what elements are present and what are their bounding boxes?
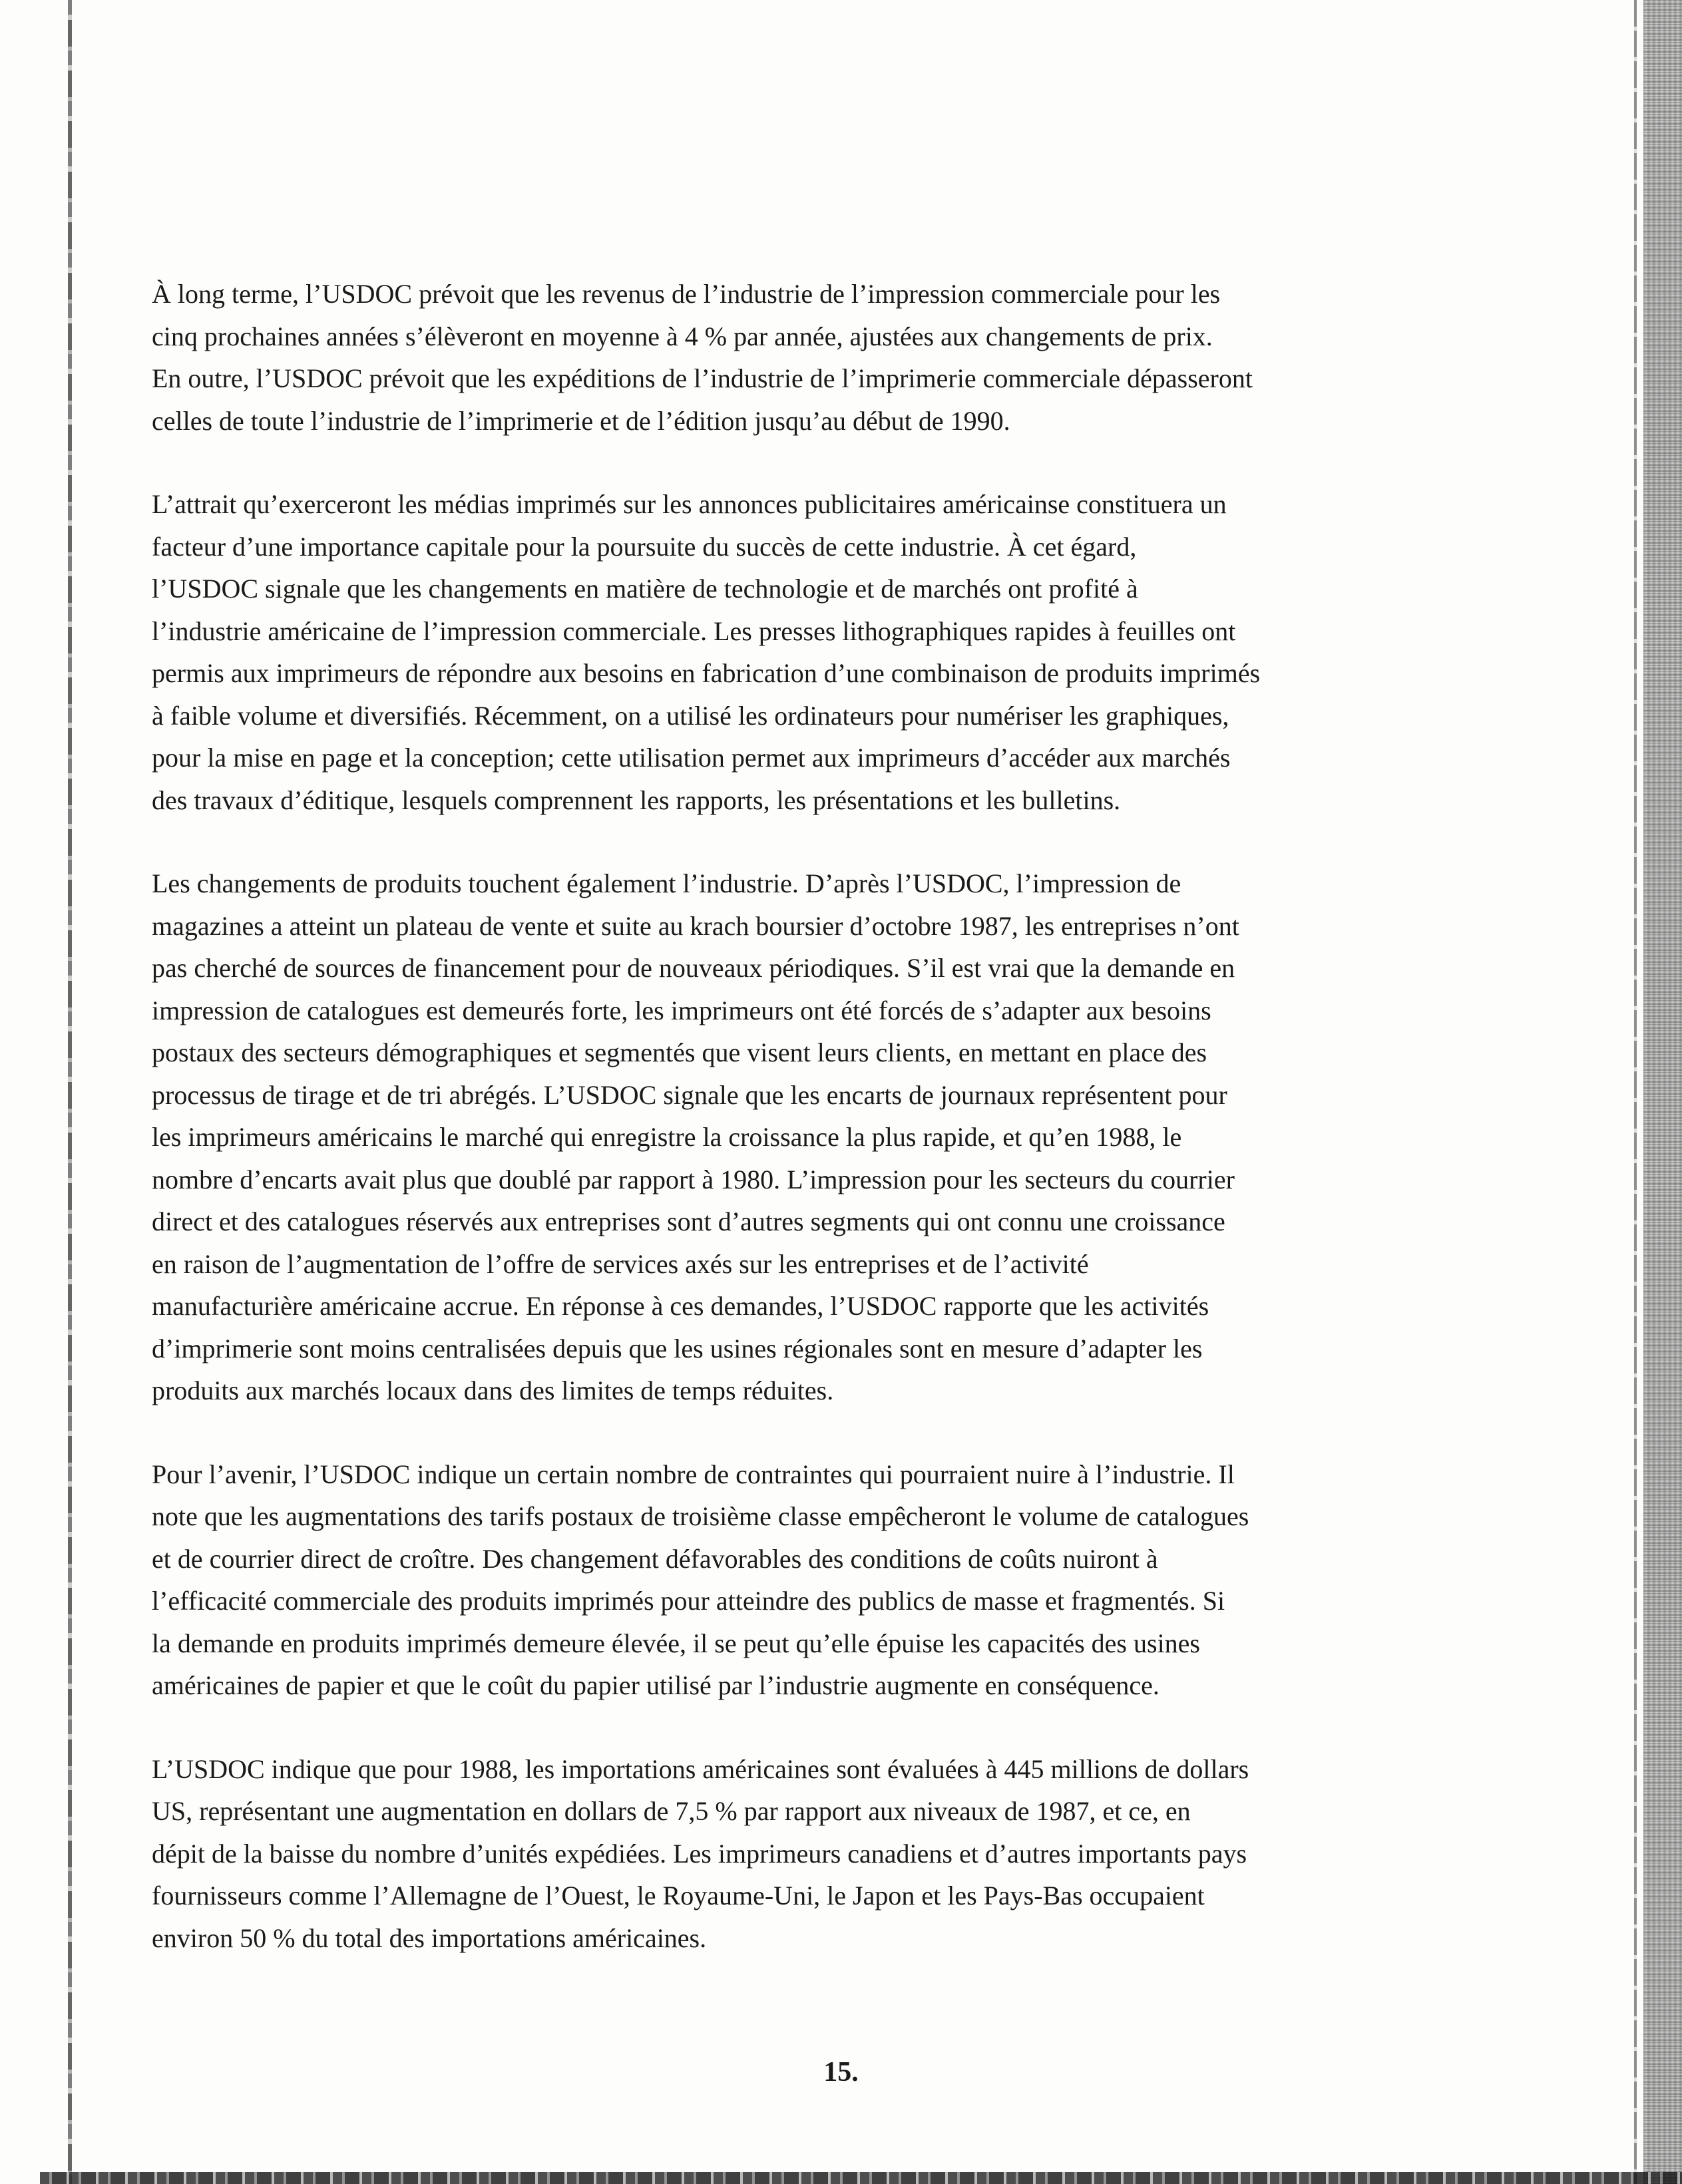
text-line: L’attrait qu’exerceront les médias imprimés sur les annonces publicitaires américainse constituera un (152, 489, 1227, 519)
text-line: la demande en produits imprimés demeure élevée, il se peut qu’elle épuise les capacités des usines (152, 1628, 1200, 1658)
text-line: direct et des catalogues réservés aux entreprises sont d’autres segments qui ont connu une croissance (152, 1206, 1225, 1236)
text-line: manufacturière américaine accrue. En réponse à ces demandes, l’USDOC rapporte que les activités (152, 1291, 1209, 1321)
text-line: processus de tirage et de tri abrégés. L’USDOC signale que les encarts de journaux représentent pour (152, 1079, 1227, 1110)
text-line: les imprimeurs américains le marché qui enregistre la croissance la plus rapide, et qu’en 1988, le (152, 1122, 1182, 1152)
text-line: des travaux d’éditique, lesquels comprennent les rapports, les présentations et les bulletins. (152, 785, 1121, 815)
text-line: permis aux imprimeurs de répondre aux besoins en fabrication d’une combinaison de produits imprimés (152, 658, 1261, 688)
page-number: 15. (823, 2057, 859, 2088)
text-line: et de courrier direct de croître. Des changement défavorables des conditions de coûts nuiront à (152, 1543, 1158, 1574)
text-line: note que les augmentations des tarifs postaux de troisième classe empêcheront le volume de catalogues (152, 1501, 1249, 1531)
text-line: produits aux marchés locaux dans des limites de temps réduites. (152, 1375, 834, 1405)
document-body (152, 273, 1496, 2000)
text-line: Les changements de produits touchent également l’industrie. D’après l’USDOC, l’impression de (152, 868, 1181, 898)
text-line: L’USDOC indique que pour 1988, les importations américaines sont évaluées à 445 millions de dollars (152, 1753, 1249, 1784)
text-line: En outre, l’USDOC prévoit que les expéditions de l’industrie de l’imprimerie commerciale dépasseront (152, 363, 1253, 393)
paragraph (152, 1748, 1496, 1960)
paragraph (152, 1453, 1496, 1707)
text-line: Pour l’avenir, l’USDOC indique un certain nombre de contraintes qui pourraient nuire à l’industrie. Il (152, 1459, 1235, 1489)
text-line: l’industrie américaine de l’impression commerciale. Les presses lithographiques rapides à feuilles ont (152, 616, 1236, 646)
text-line: pour la mise en page et la conception; cette utilisation permet aux imprimeurs d’accéder aux marchés (152, 743, 1231, 773)
text-line: pas cherché de sources de financement pour de nouveaux périodiques. S’il est vrai que la demande en (152, 953, 1235, 983)
text-line: magazines a atteint un plateau de vente et suite au krach boursier d’octobre 1987, les entreprises n’ont (152, 910, 1239, 941)
text-line: facteur d’une importance capitale pour la poursuite du succès de cette industrie. À cet égard, (152, 531, 1137, 562)
text-line: d’imprimerie sont moins centralisées depuis que les usines régionales sont en mesure d’adapter les (152, 1333, 1203, 1364)
scan-left-edge (68, 0, 72, 2184)
text-line: US, représentant une augmentation en dollars de 7,5 % par rapport aux niveaux de 1987, et ce, en (152, 1796, 1191, 1826)
text-line: impression de catalogues est demeurés forte, les imprimeurs ont été forcés de s’adapter aux besoins (152, 995, 1211, 1025)
text-line: cinq prochaines années s’élèveront en moyenne à 4 % par année, ajustées aux changements de prix. (152, 321, 1213, 351)
text-line: dépit de la baisse du nombre d’unités expédiées. Les imprimeurs canadiens et d’autres importants pays (152, 1838, 1247, 1869)
text-line: l’efficacité commerciale des produits imprimés pour atteindre des publics de masse et fragmentés. Si (152, 1586, 1225, 1616)
text-line: environ 50 % du total des importations américaines. (152, 1922, 707, 1953)
text-line: celles de toute l’industrie de l’imprimerie et de l’édition jusqu’au début de 1990. (152, 405, 1010, 436)
scan-right-inner-edge (1634, 0, 1637, 2184)
text-line: fournisseurs comme l’Allemagne de l’Ouest, le Royaume-Uni, le Japon et les Pays-Bas occupaient (152, 1881, 1205, 1911)
text-line: À long terme, l’USDOC prévoit que les revenus de l’industrie de l’impression commerciale pour les (152, 279, 1221, 309)
text-line: nombre d’encarts avait plus que doublé par rapport à 1980. L’impression pour les secteurs du courrier (152, 1164, 1235, 1194)
text-line: à faible volume et diversifiés. Récemment, on a utilisé les ordinateurs pour numériser les graphiques, (152, 700, 1229, 731)
scan-bottom-edge (40, 2172, 1682, 2184)
text-line: américaines de papier et que le coût du papier utilisé par l’industrie augmente en conséquence. (152, 1670, 1159, 1700)
paragraph (152, 862, 1496, 1412)
text-line: en raison de l’augmentation de l’offre de services axés sur les entreprises et de l’activité (152, 1248, 1089, 1279)
paragraph (152, 273, 1496, 442)
paragraph (152, 483, 1496, 821)
text-line: postaux des secteurs démographiques et segmentés que visent leurs clients, en mettant en place des (152, 1037, 1207, 1067)
scan-right-edge (1643, 0, 1682, 2184)
text-line: l’USDOC signale que les changements en matière de technologie et de marchés ont profité à (152, 574, 1138, 604)
